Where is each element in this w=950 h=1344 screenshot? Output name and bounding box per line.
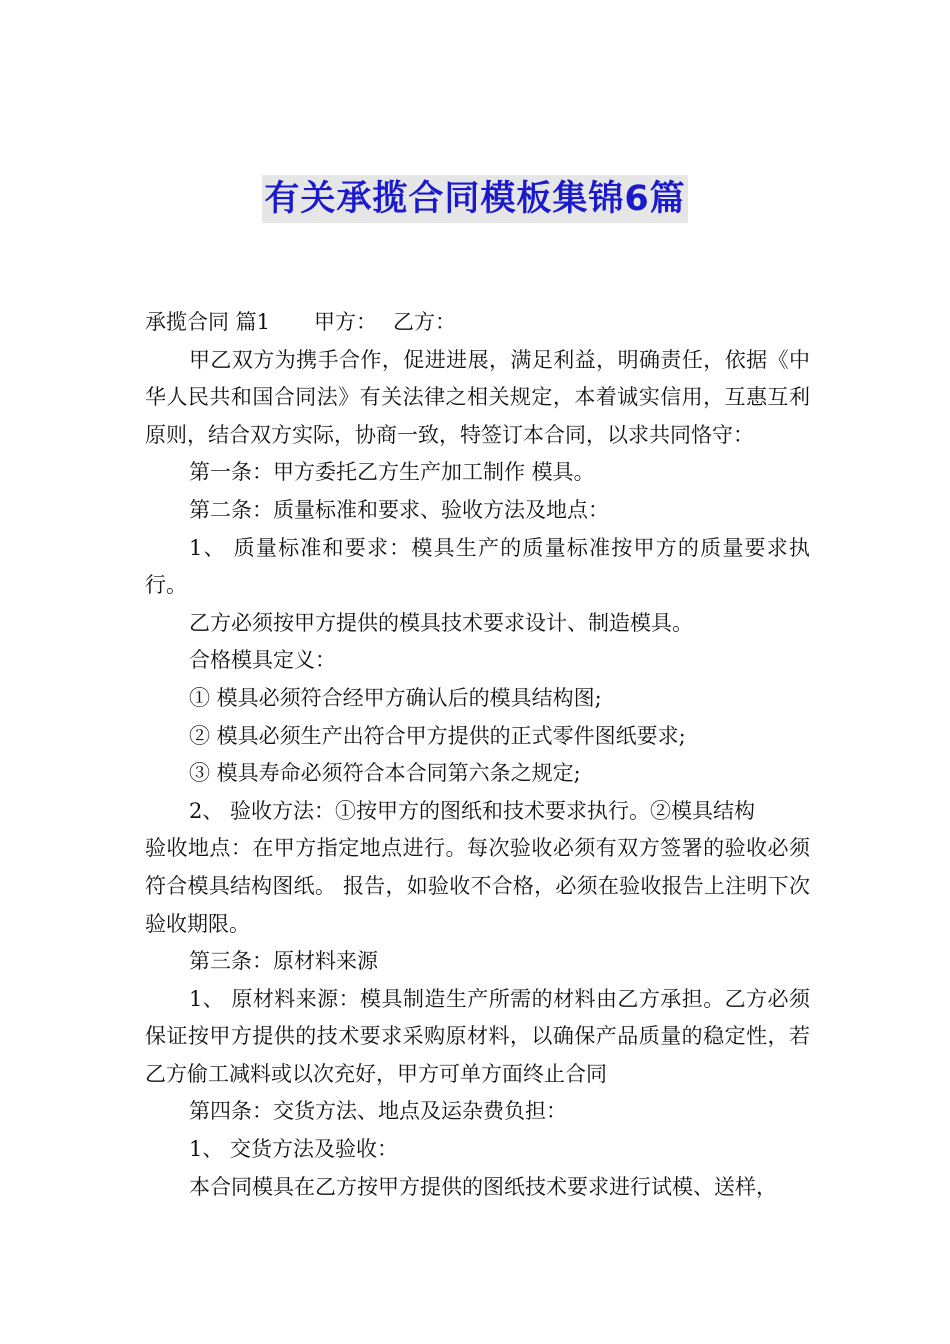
paragraph-quality-standard: 1、 质量标准和要求：模具生产的质量标准按甲方的质量要求执行。 bbox=[145, 535, 810, 598]
paragraph-delivery-method: 1、 交货方法及验收： bbox=[189, 1137, 399, 1162]
party-b-label: 乙方： bbox=[393, 310, 457, 334]
paragraph-article-4: 第四条：交货方法、地点及运杂费负担： bbox=[189, 1099, 567, 1124]
paragraph-item-1: ① 模具必须符合经甲方确认后的模具结构图; bbox=[189, 685, 602, 710]
contract-header-line bbox=[145, 304, 810, 342]
paragraph-article-2: 第二条：质量标准和要求、验收方法及地点： bbox=[189, 497, 609, 522]
paragraph-material-source: 1、 原材料来源：模具制造生产所需的材料由乙方承担。乙方必须保证按甲方提供的技术要求采购原材料，以确保产品质量的稳定性，若乙方偷工减料或以次充好，甲方可单方面终止合同 bbox=[145, 986, 810, 1086]
paragraph-article-3: 第三条：原材料来源 bbox=[189, 949, 378, 974]
paragraph-acceptance-location: 验收地点：在甲方指定地点进行。每次验收必须有双方签署的验收必须符合模具结构图纸。 报告，如验收不合格，必须在验收报告上注明下次验收期限。 bbox=[145, 836, 810, 936]
paragraph-delivery-detail: 本合同模具在乙方按甲方提供的图纸技术要求进行试模、送样， bbox=[189, 1174, 777, 1199]
paragraph-item-3: ③ 模具寿命必须符合本合同第六条之规定; bbox=[189, 761, 581, 786]
title-wrap bbox=[0, 175, 950, 223]
paragraph-preamble: 甲乙双方为携手合作，促进进展，满足利益，明确责任，依据《中华人民共和国合同法》有关法律之相关规定，本着诚实信用，互惠互利原则，结合双方实际，协商一致，特签订本合同，以求共同恪守： bbox=[145, 347, 810, 447]
paragraph-item-2: ② 模具必须生产出符合甲方提供的正式零件图纸要求; bbox=[189, 723, 686, 748]
paragraph-article-1: 第一条：甲方委托乙方生产加工制作 模具。 bbox=[189, 460, 595, 485]
paragraph-qualified-definition: 合格模具定义： bbox=[189, 648, 336, 673]
paragraph-design-requirement: 乙方必须按甲方提供的模具技术要求设计、制造模具。 bbox=[189, 610, 693, 635]
document-body bbox=[145, 304, 810, 1206]
party-a-label: 甲方： bbox=[314, 310, 378, 334]
document-title: 有关承揽合同模板集锦6篇 bbox=[262, 175, 687, 223]
section-heading: 承揽合同 篇1 bbox=[145, 310, 271, 334]
paragraph-acceptance-method: 2、 验收方法：①按甲方的图纸和技术要求执行。②模具结构 bbox=[189, 798, 756, 823]
